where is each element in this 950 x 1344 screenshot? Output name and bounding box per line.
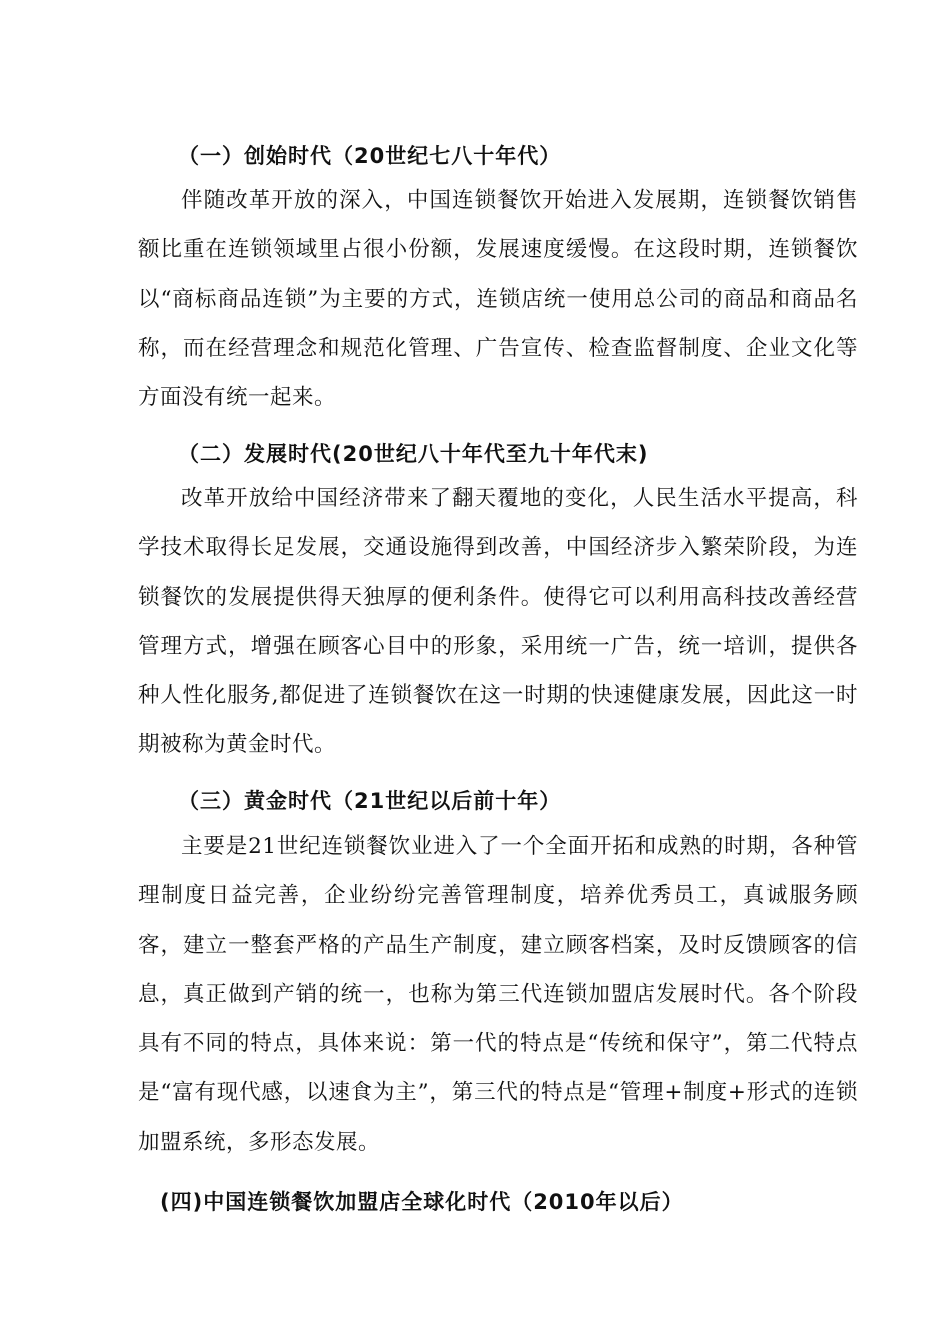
section-2-heading: （二）发展时代(20世纪八十年代至九十年代末) <box>178 442 649 466</box>
section-4-heading: (四)中国连锁餐饮加盟店全球化时代（2010年以后） <box>160 1190 684 1214</box>
section-1-heading: （一）创始时代（20世纪七八十年代） <box>178 144 562 168</box>
section-2-body: 改革开放给中国经济带来了翻天覆地的变化，人民生活水平提高，科学技术取得长足发展，交通设施得到改善，中国经济步入繁荣阶段，为连锁餐饮的发展提供得天独厚的便利条件。使得它可以利用高科技改善经营管理方式，增强在顾客心目中的形象，采用统一广告，统一培训，提供各种人性化服务,都促进了连锁餐饮在这一时期的快速健康发展，因此这一时期被称为黄金时代。 <box>138 486 858 758</box>
section-3-body: 主要是21世纪连锁餐饮业进入了一个全面开拓和成熟的时期，各种管理制度日益完善，企业纷纷完善管理制度，培养优秀员工，真诚服务顾客，建立一整套严格的产品生产制度，建立顾客档案，及时反馈顾客的信息，真正做到产销的统一，也称为第三代连锁加盟店发展时代。各个阶段具有不同的特点，具体来说：第一代的特点是“传统和保守”，第二代特点是“富有现代感，以速食为主”，第三代的特点是“管理+制度+形式的连锁加盟系统，多形态发展。 <box>138 834 858 1155</box>
section-1-body: 伴随改革开放的深入，中国连锁餐饮开始进入发展期，连锁餐饮销售额比重在连锁领域里占很小份额，发展速度缓慢。在这段时期，连锁餐饮以“商标商品连锁”为主要的方式，连锁店统一使用总公司的商品和商品名称，而在经营理念和规范化管理、广告宣传、检查监督制度、企业文化等方面没有统一起来。 <box>138 188 858 411</box>
section-3-heading: （三）黄金时代（21世纪以后前十年） <box>178 789 562 813</box>
